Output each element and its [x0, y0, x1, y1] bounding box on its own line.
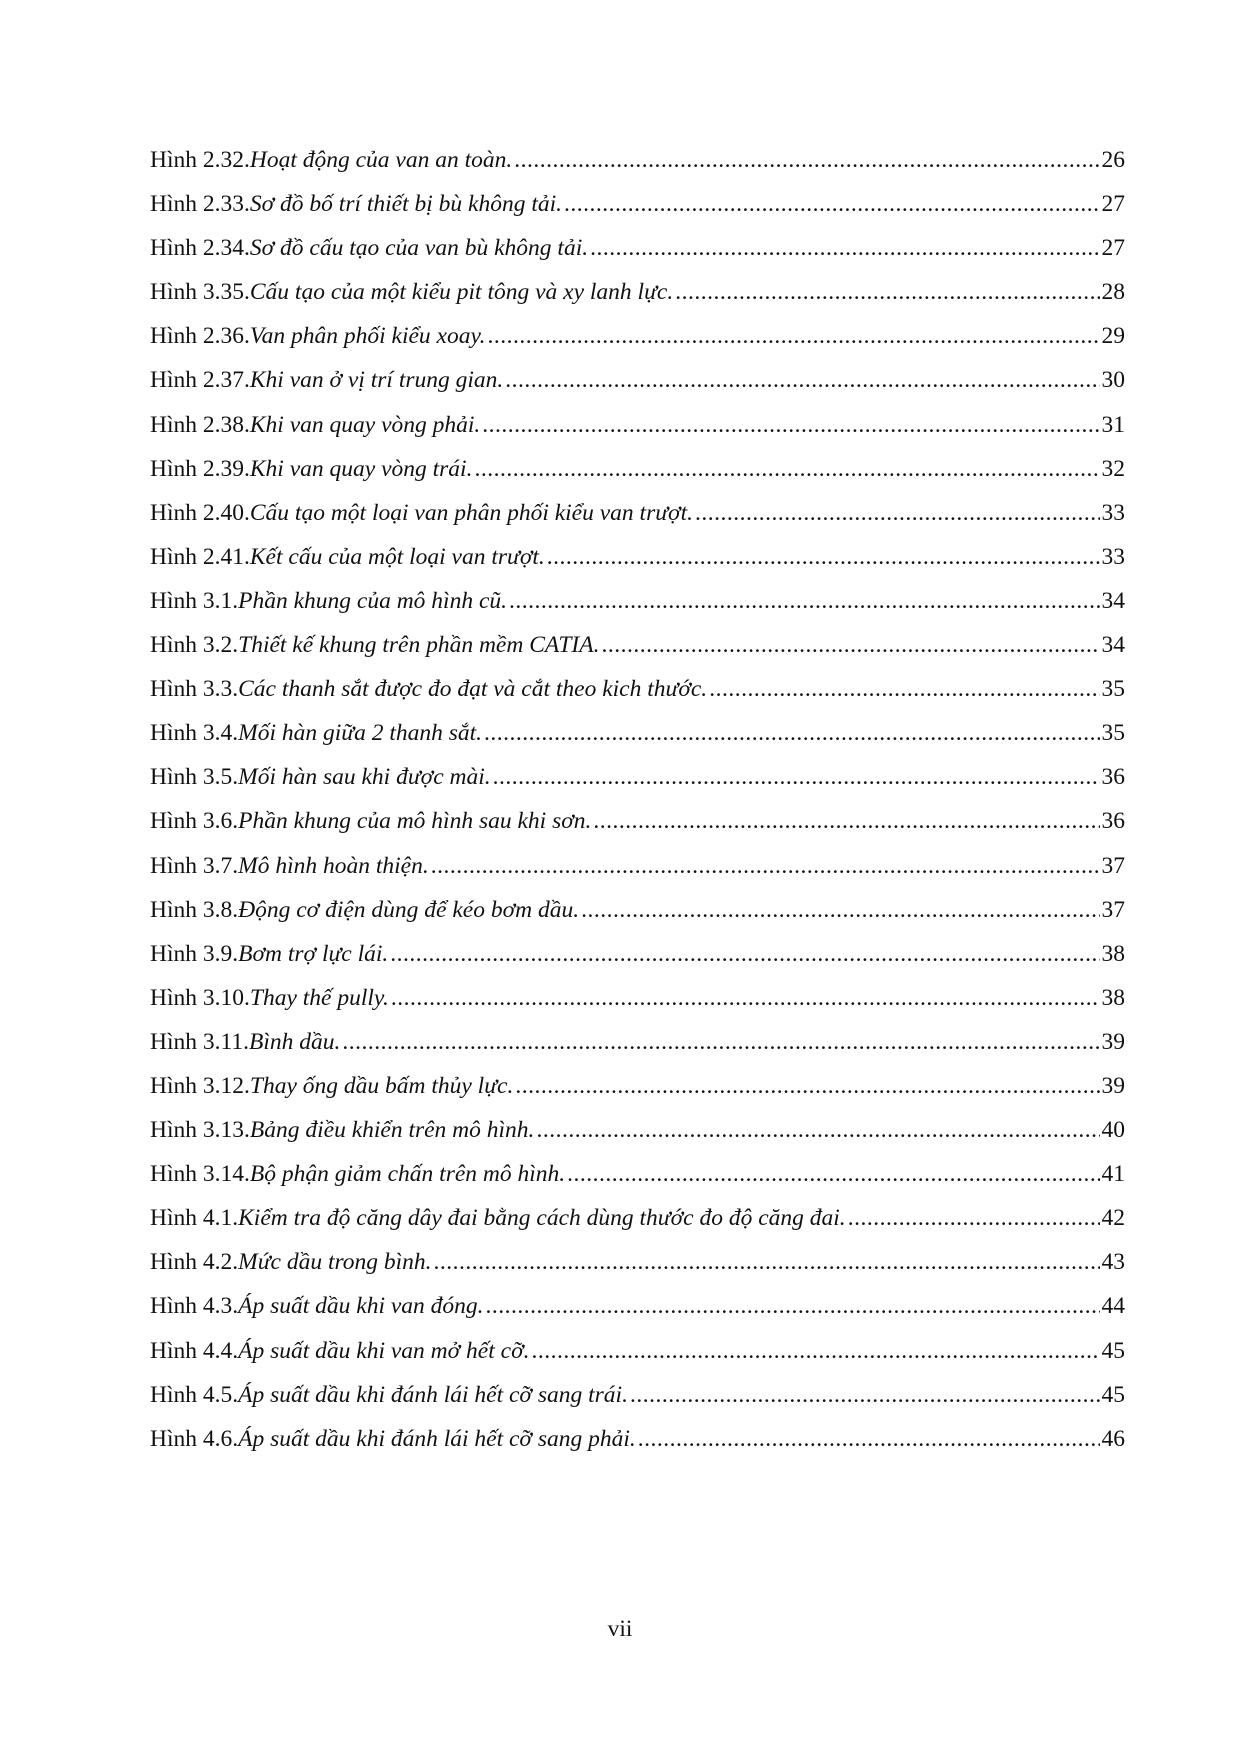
page-number: 38: [1101, 940, 1125, 967]
figure-label: Hình 4.6.: [150, 1425, 239, 1452]
figure-title: Van phân phối kiểu xoay.: [249, 323, 486, 350]
figure-title: Áp suất dầu khi đánh lái hết cỡ sang phải.: [238, 1425, 636, 1452]
figure-title: Áp suất dầu khi van đóng.: [238, 1293, 484, 1320]
figure-title: Mối hàn giữa 2 thanh sắt.: [238, 720, 483, 747]
dot-leader: [390, 939, 1099, 969]
figure-label: Hình 3.2.: [150, 632, 239, 659]
toc-entry[interactable]: [150, 851, 1125, 895]
dot-leader: [493, 762, 1100, 792]
figure-label: Hình 3.6.: [150, 808, 239, 835]
page-number: 44: [1101, 1293, 1125, 1320]
figure-title: Cấu tạo của một kiểu pit tông và xy lanh lực.: [249, 279, 674, 306]
dot-leader: [581, 895, 1099, 925]
figure-label: Hình 2.41.: [150, 543, 250, 570]
page-number: 32: [1101, 455, 1125, 482]
figure-label: Hình 4.1.: [150, 1205, 239, 1232]
toc-entry[interactable]: [150, 1424, 1125, 1468]
figure-label: Hình 3.13.: [150, 1117, 250, 1144]
dot-leader: [515, 1071, 1099, 1101]
figure-label: Hình 3.7.: [150, 852, 239, 879]
figure-label: Hình 2.37.: [150, 367, 250, 394]
dot-leader: [593, 806, 1099, 836]
figure-title: Phần khung của mô hình cũ.: [238, 587, 508, 614]
toc-entry[interactable]: [150, 454, 1125, 498]
toc-entry[interactable]: [150, 1336, 1125, 1380]
figure-title: Áp suất dầu khi van mở hết cỡ.: [238, 1337, 530, 1364]
dot-leader: [342, 1027, 1099, 1057]
dot-leader: [590, 233, 1099, 263]
figure-title: Hoạt động của van an toàn.: [249, 147, 513, 173]
page-number: 39: [1101, 1028, 1125, 1055]
figure-title: Phần khung của mô hình sau khi sơn.: [238, 808, 592, 835]
figure-title: Mức dầu trong bình.: [238, 1249, 432, 1276]
toc-entry[interactable]: [150, 895, 1125, 939]
toc-entry[interactable]: [150, 277, 1125, 321]
toc-entry[interactable]: [150, 1115, 1125, 1159]
figure-label: Hình 3.10.: [150, 984, 250, 1011]
figure-title: Mối hàn sau khi được mài.: [238, 764, 491, 791]
toc-entry[interactable]: [150, 1203, 1125, 1247]
toc-entry[interactable]: [150, 674, 1125, 718]
page-number: 39: [1101, 1072, 1125, 1099]
page-number: 37: [1101, 896, 1125, 923]
figure-label: Hình 3.9.: [150, 940, 239, 967]
toc-entry[interactable]: [150, 145, 1125, 189]
page-number: 40: [1101, 1117, 1125, 1144]
toc-entry[interactable]: [150, 189, 1125, 233]
toc-entry[interactable]: [150, 321, 1125, 365]
figure-title: Bộ phận giảm chấn trên mô hình.: [249, 1161, 566, 1188]
dot-leader: [695, 498, 1100, 528]
figure-title: Thay thế pully.: [249, 984, 389, 1011]
list-of-figures: [150, 145, 1125, 1468]
dot-leader: [482, 410, 1099, 440]
figure-label: Hình 4.2.: [150, 1249, 239, 1276]
page-number: 36: [1101, 764, 1125, 791]
figure-title: Khi van quay vòng phải.: [249, 411, 481, 438]
figure-title: Sơ đồ cấu tạo của van bù không tải.: [249, 235, 589, 262]
toc-entry[interactable]: [150, 762, 1125, 806]
figure-label: Hình 3.4.: [150, 720, 239, 747]
dot-leader: [509, 586, 1099, 616]
figure-label: Hình 3.11.: [150, 1028, 250, 1055]
toc-entry[interactable]: [150, 983, 1125, 1027]
figure-label: Hình 4.4.: [150, 1337, 239, 1364]
page-number: 45: [1101, 1337, 1125, 1364]
figure-title: Thiết kế khung trên phần mềm CATIA.: [238, 632, 600, 659]
dot-leader: [486, 1291, 1100, 1321]
toc-entry[interactable]: [150, 233, 1125, 277]
page-number: 28: [1101, 279, 1125, 306]
dot-leader: [505, 365, 1099, 395]
dot-leader: [709, 674, 1099, 704]
toc-entry[interactable]: [150, 498, 1125, 542]
dot-leader: [536, 1115, 1099, 1145]
figure-label: Hình 3.35.: [150, 279, 250, 306]
page-number: 34: [1101, 632, 1125, 659]
page-number: 36: [1101, 808, 1125, 835]
figure-label: Hình 4.5.: [150, 1381, 239, 1408]
figure-title: Kết cấu của một loại van trượt.: [249, 543, 545, 570]
figure-title: Bơm trợ lực lái.: [238, 940, 389, 967]
figure-label: Hình 2.40.: [150, 499, 250, 526]
dot-leader: [601, 630, 1099, 660]
figure-title: Động cơ điện dùng để kéo bơm dầu.: [238, 896, 580, 923]
figure-title: Áp suất dầu khi đánh lái hết cỡ sang trái.: [238, 1381, 628, 1408]
figure-title: Các thanh sắt được đo đạt và cắt theo kich thước.: [238, 676, 708, 703]
figure-title: Sơ đồ bố trí thiết bị bù không tải.: [249, 191, 563, 218]
dot-leader: [564, 189, 1099, 219]
figure-title: Khi van quay vòng trái.: [249, 455, 473, 482]
figure-label: Hình 2.34.: [150, 235, 250, 262]
dot-leader: [630, 1380, 1100, 1410]
page-number: 45: [1101, 1381, 1125, 1408]
toc-entry[interactable]: [150, 542, 1125, 586]
page-number: 46: [1101, 1425, 1125, 1452]
dot-leader: [567, 1159, 1099, 1189]
page-number: 27: [1101, 191, 1125, 218]
toc-entry[interactable]: [150, 630, 1125, 674]
dot-leader: [547, 542, 1100, 572]
figure-label: Hình 3.12.: [150, 1072, 250, 1099]
dot-leader: [487, 321, 1099, 351]
toc-entry[interactable]: [150, 410, 1125, 454]
dot-leader: [675, 277, 1099, 307]
toc-entry[interactable]: [150, 806, 1125, 850]
dot-leader: [391, 983, 1100, 1013]
page-number: 33: [1101, 499, 1125, 526]
figure-title: Bình dầu.: [249, 1028, 341, 1055]
page-number: 37: [1101, 852, 1125, 879]
page-number: 27: [1101, 235, 1125, 262]
figure-label: Hình 3.14.: [150, 1161, 250, 1188]
toc-entry[interactable]: [150, 1071, 1125, 1115]
figure-label: Hình 3.1.: [150, 587, 239, 614]
page-number: 35: [1101, 676, 1125, 703]
dot-leader: [484, 718, 1099, 748]
toc-entry[interactable]: [150, 1159, 1125, 1203]
dot-leader: [434, 1247, 1100, 1277]
figure-label: Hình 4.3.: [150, 1293, 239, 1320]
page-number: 29: [1101, 323, 1125, 350]
page-number: 43: [1101, 1249, 1125, 1276]
toc-entry[interactable]: [150, 1291, 1125, 1335]
toc-entry[interactable]: [150, 939, 1125, 983]
page-number: 41: [1101, 1161, 1125, 1188]
dot-leader: [431, 851, 1100, 881]
dot-leader: [474, 454, 1099, 484]
figure-label: Hình 2.32.: [150, 147, 250, 173]
page-number: 33: [1101, 543, 1125, 570]
dot-leader: [638, 1424, 1100, 1454]
figure-label: Hình 2.36.: [150, 323, 250, 350]
page-number: 30: [1101, 367, 1125, 394]
toc-entry[interactable]: [150, 718, 1125, 762]
figure-title: Cấu tạo một loại van phân phối kiểu van trượt.: [249, 499, 693, 526]
page-number: 34: [1101, 587, 1125, 614]
toc-entry[interactable]: [150, 1247, 1125, 1291]
figure-title: Kiểm tra độ căng dây đai bằng cách dùng thước đo độ căng đai.: [238, 1205, 846, 1232]
figure-label: Hình 2.38.: [150, 411, 250, 438]
dot-leader: [848, 1203, 1100, 1233]
toc-entry[interactable]: [150, 365, 1125, 409]
toc-entry[interactable]: [150, 1380, 1125, 1424]
figure-label: Hình 3.5.: [150, 764, 239, 791]
page-number: 38: [1101, 984, 1125, 1011]
figure-title: Khi van ở vị trí trung gian.: [249, 367, 504, 394]
page-footer-number: vii: [607, 1616, 633, 1642]
page-number: 31: [1101, 411, 1125, 438]
figure-label: Hình 3.3.: [150, 676, 239, 703]
figure-title: Mô hình hoàn thiện.: [238, 852, 429, 879]
dot-leader: [514, 145, 1099, 175]
toc-entry[interactable]: [150, 1027, 1125, 1071]
figure-label: Hình 2.33.: [150, 191, 250, 218]
page-number: 42: [1101, 1205, 1125, 1232]
dot-leader: [532, 1336, 1100, 1366]
page-number: 35: [1101, 720, 1125, 747]
toc-entry[interactable]: [150, 586, 1125, 630]
figure-title: Thay ống dầu bấm thủy lực.: [249, 1072, 514, 1099]
page-number: 26: [1101, 147, 1125, 173]
figure-label: Hình 3.8.: [150, 896, 239, 923]
figure-label: Hình 2.39.: [150, 455, 250, 482]
figure-title: Bảng điều khiển trên mô hình.: [249, 1117, 535, 1144]
